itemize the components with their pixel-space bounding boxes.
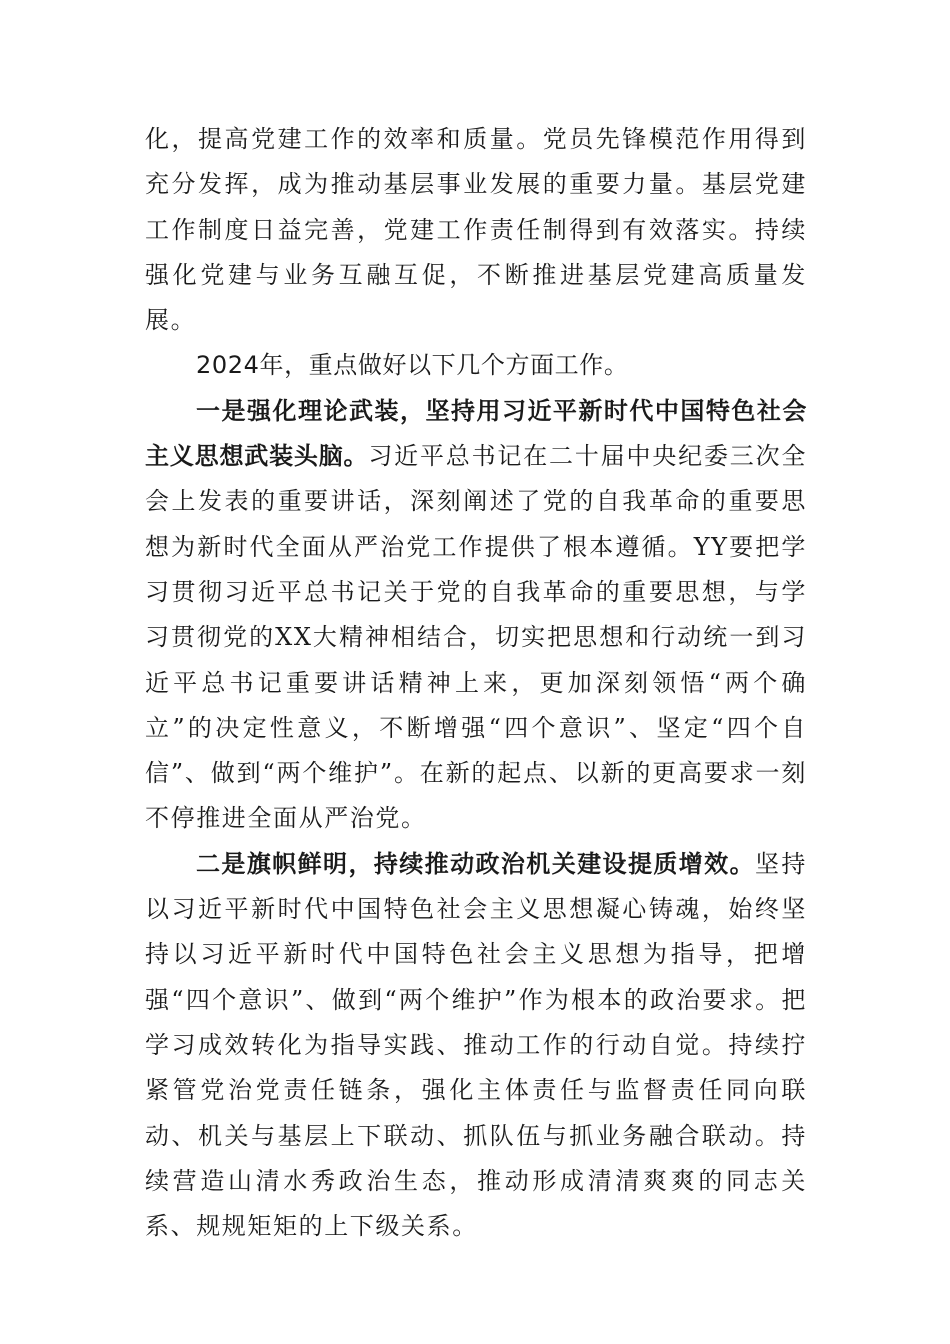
paragraph-continuation — [145, 117, 807, 343]
paragraph-point-two — [145, 842, 807, 1250]
document-page — [145, 117, 807, 1249]
paragraph-text: 坚持以习近平新时代中国特色社会主义思想凝心铸魂，始终坚持以习近平新时代中国特色社会主义思想为指导，把增强“四个意识”、做到“两个维护”作为根本的政治要求。把学习成效转化为指导实践、推动工作的行动自觉。持续拧紧管党治党责任链条，强化主体责任与监督责任同向联动、机关与基层上下联动、抓队伍与抓业务融合联动。持续营造山清水秀政治生态，推动形成清清爽爽的同志关系、规规矩矩的上下级关系。 — [145, 849, 807, 1241]
paragraph-lead-heading: 一是强化理论武装，坚持用习近平新时代中国特色社会主义思想武装头脑。 — [145, 396, 807, 471]
paragraph-point-one — [145, 389, 807, 842]
paragraph-text: 习近平总书记在二十届中央纪委三次全会上发表的重要讲话，深刻阐述了党的自我革命的重要思想为新时代全面从严治党工作提供了根本遵循。YY要把学习贯彻习近平总书记关于党的自我革命的重要思想，与学习贯彻党的XX大精神相结合，切实把思想和行动统一到习近平总书记重要讲话精神上来，更加深刻领悟“两个确立”的决定性意义，不断增强“四个意识”、坚定“四个自信”、做到“两个维护”。在新的起点、以新的更高要求一刻不停推进全面从严治党。 — [145, 442, 807, 833]
paragraph-lead-heading: 二是旗帜鲜明，持续推动政治机关建设提质增效。 — [196, 849, 755, 878]
paragraph-text: 化，提高党建工作的效率和质量。党员先锋模范作用得到充分发挥，成为推动基层事业发展的重要力量。基层党建工作制度日益完善，党建工作责任制得到有效落实。持续强化党建与业务互融互促，不断推进基层党建高质量发展。 — [145, 125, 807, 335]
paragraph-2024-intro — [145, 343, 807, 388]
paragraph-text: 2024年，重点做好以下几个方面工作。 — [196, 351, 629, 380]
